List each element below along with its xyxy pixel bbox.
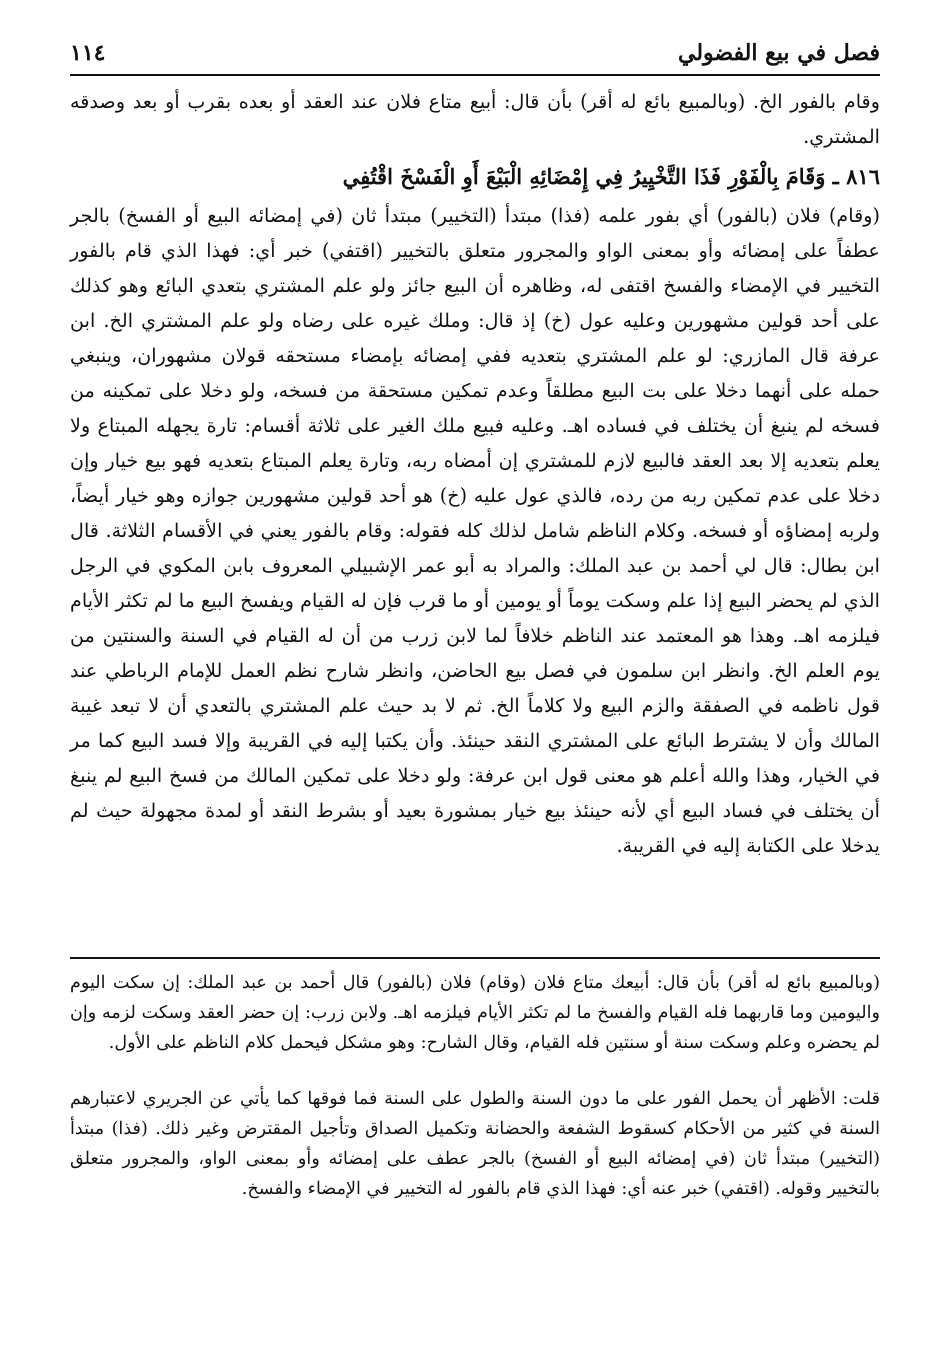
footnote-1: (وبالمبيع بائع له أقر) بأن قال: أبيعك متاع فلان (وقام) فلان (بالفور) قال أحمد بن عبد الملك: إن سكت اليوم واليومين وما قاربهما فله القيام والفسخ ما لم تكثر الأيام فيلزمه اهـ. ولابن زرب: إن حضر العقد وسكت لزمه وإن لم يحضره وعلم وسكت سنة أو سنتين فله القيام، وقال الشارح: وهو مشكل فيحمل كلام الناظم على الأول.	[70, 973, 880, 1053]
main-text	[70, 84, 880, 863]
footnote-divider	[70, 957, 880, 959]
page-number: ١١٤	[70, 40, 106, 66]
book-page	[70, 30, 880, 1330]
chapter-title: فصل في بيع الفضولي	[678, 40, 880, 66]
page-header	[70, 30, 880, 76]
verse-line: ٨١٦ ـ وَقَامَ بِالْفَوْرِ فَذَا التَّخْيِيرُ فِي إِمْضَائِهِ الْبَيْعَ أَوِ الْفَسْخَ اقْتُفِي	[342, 164, 880, 189]
intro-paragraph: وقام بالفور الخ. (وبالمبيع بائع له أقر) بأن قال: أبيع متاع فلان عند العقد أو بعده بقرب أو بعد وصدقه المشتري.	[70, 90, 880, 148]
commentary-paragraph: (وقام) فلان (بالفور) أي بفور علمه (فذا) مبتدأ (التخيير) مبتدأ ثان (في إمضائه البيع أو الفسخ) بالجر عطفاً على إمضائه وأو بمعنى الواو والمجرور متعلق بالتخيير (اقتفي) خبر أي: فهذا الذي قام بالفور التخيير في الإمضاء والفسخ اقتفى له، وظاهره أن البيع جائز ولو علم المشتري بتعدي البائع وهو كذلك على أحد قولين مشهورين وعليه عول (خ) إذ قال: وملك غيره على رضاه ولو علم المشتري الخ. ابن عرفة قال المازري: لو علم المشتري بتعديه ففي إمضائه بإمضاء مستحقه قولان مشهوران، وينبغي حمله على أنهما دخلا على بت البيع مطلقاً وعدم تمكين مستحقة من فسخه، ولو دخلا على تمكينه من فسخه لم ينبغ أن يختلف في فساده اهـ. وعليه فبيع ملك الغير على ثلاثة أقسام: تارة يجهله المبتاع ولا يعلم بتعديه إلا بعد العقد فالبيع لازم للمشتري إن أمضاه ربه، وتارة يعلم المبتاع بتعديه فهو بيع خيار وإن دخلا على عدم تمكين ربه من رده، فالذي عول عليه (خ) هو أحد قولين مشهورين جوازه وهو خيار أيضاً، ولربه إمضاؤه أو فسخه. وكلام الناظم شامل لذلك كله فقوله: وقام بالفور يعني في الأقسام الثلاثة. قال ابن بطال: قال لي أحمد بن عبد الملك: والمراد به أبو عمر الإشبيلي المعروف بابن المكوي في الرجل الذي لم يحضر البيع إذا علم وسكت يوماً أو يومين أو ما قرب فإن له القيام ويفسخ البيع ما لم تكثر الأيام فيلزمه اهـ. وهذا هو المعتمد عند الناظم خلافاً لما لابن زرب من أن له القيام في السنة والسنتين من يوم العلم الخ. وانظر ابن سلمون في فصل بيع الحاضن، وانظر شارح نظم العمل للإمام الرباطي عند قول ناظمه في الصفقة والزم البيع ولا كلاماً الخ. ثم لا بد حيث علم المشتري بالتعدي أن لا تبعد غيبة المالك وأن لا يشترط البائع على المشتري النقد حينئذ. وأن يكتبا إليه في القريبة وإلا فسد البيع كما مر في الخيار، وهذا والله أعلم هو معنى قول ابن عرفة: ولو دخلا على تمكين المالك من فسخ البيع لم ينبغ أن يختلف في فساد البيع أي لأنه حينئذ بيع خيار بمشورة بعيد أو بشرط النقد أو لمدة مجهولة حيث لم يدخلا على الكتابة إليه في القريبة.	[70, 204, 880, 857]
footnote-2: قلت: الأظهر أن يحمل الفور على ما دون السنة والطول على السنة فما فوقها كما يأتي عن الجريري لاعتبارهم السنة في كثير من الأحكام كسقوط الشفعة والحضانة وتكميل الصداق وتأجيل المقترض وغير ذلك. (فذا) مبتدأ (التخيير) مبتدأ ثان (في إمضائه البيع أو الفسخ) بالجر عطف على إمضائه وأو بمعنى الواو، والمجرور متعلق بالتخيير وقوله. (اقتفي) خبر عنه أي: فهذا الذي قام بالفور له التخيير في الإمضاء والفسخ.	[70, 1089, 880, 1199]
footnotes-section	[70, 968, 880, 1230]
